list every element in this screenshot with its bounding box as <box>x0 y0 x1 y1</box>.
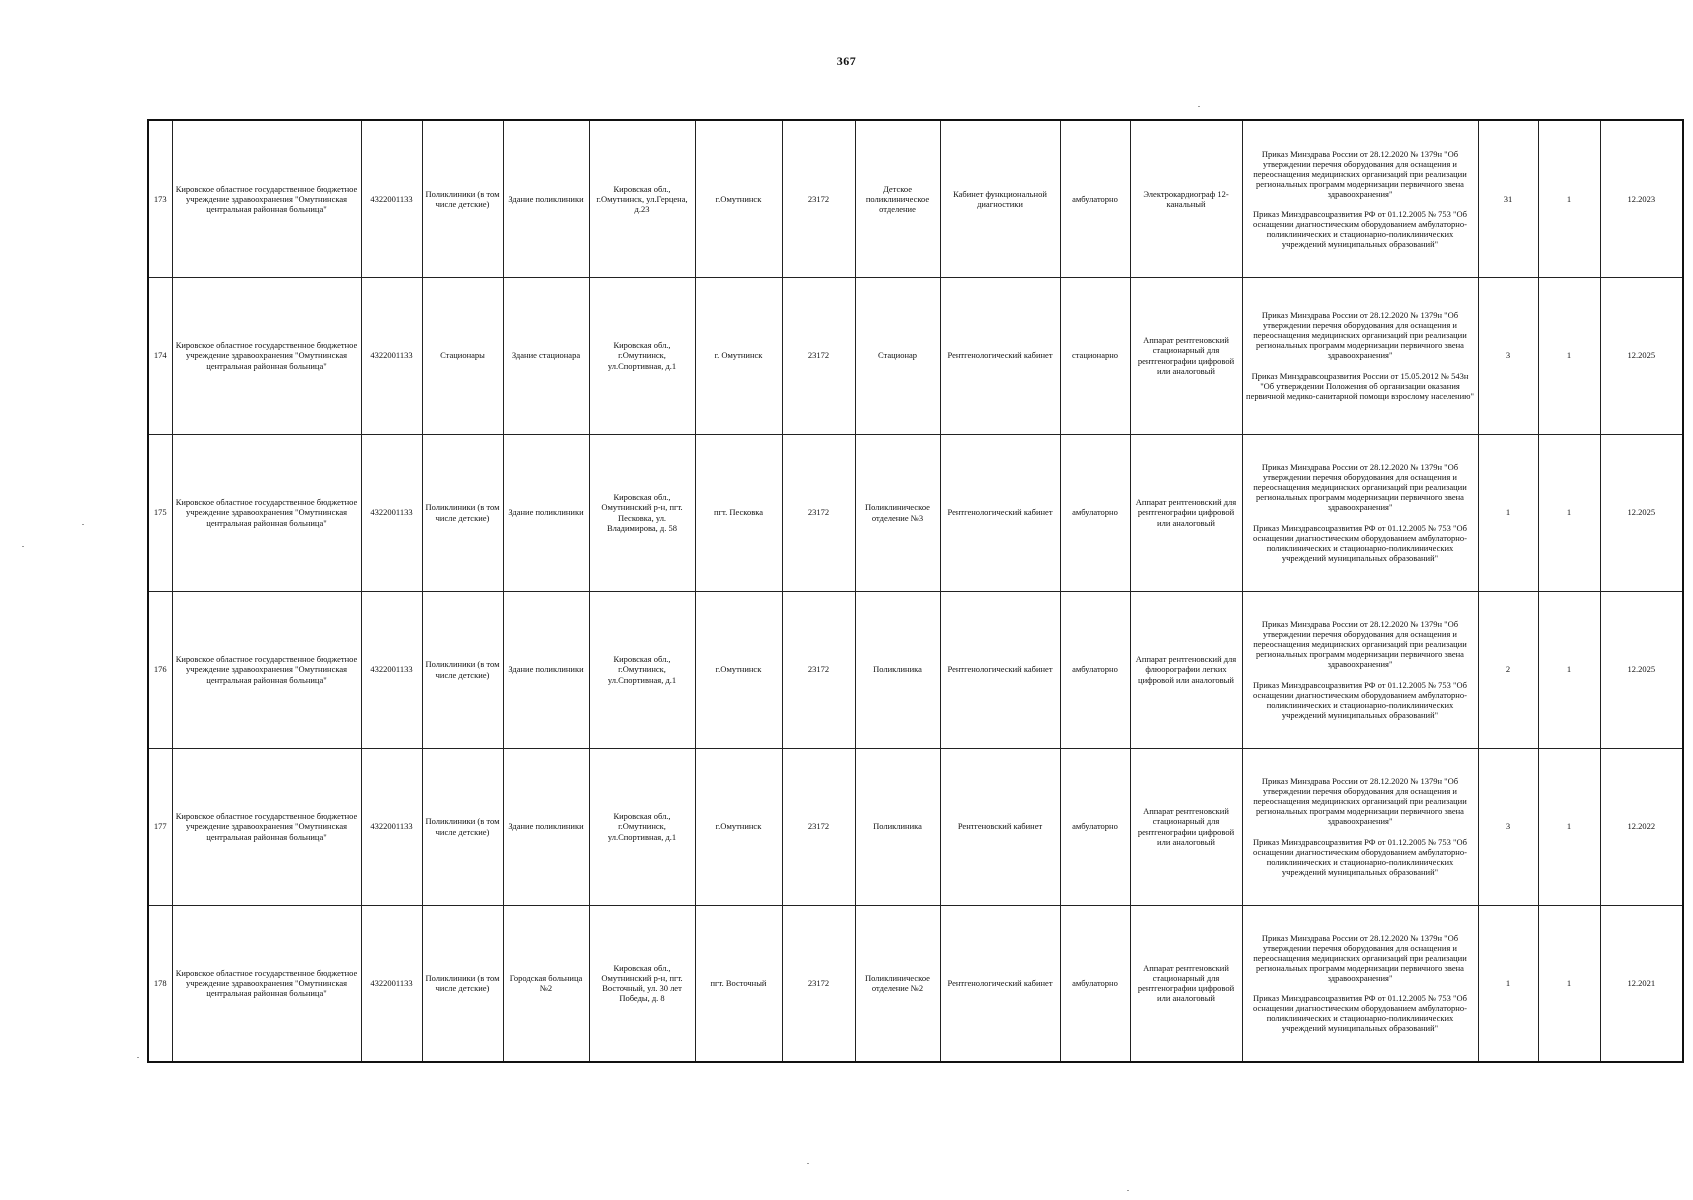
department: Поликлиника <box>855 748 940 905</box>
locality: г. Омутнинск <box>695 277 782 434</box>
organization-name: Кировское областное государственное бюджетное учреждение здравоохранения "Омутнинская центральная районная больница" <box>172 905 361 1062</box>
period: 12.2025 <box>1600 591 1683 748</box>
facility-type: Поликлиники (в том числе детские) <box>422 905 503 1062</box>
building: Городская больница №2 <box>503 905 589 1062</box>
facility-type: Поликлиники (в том числе детские) <box>422 434 503 591</box>
locality: пгт. Восточный <box>695 905 782 1062</box>
organization-name: Кировское областное государственное бюджетное учреждение здравоохранения "Омутнинская центральная районная больница" <box>172 434 361 591</box>
quantity-b: 1 <box>1538 277 1600 434</box>
organization-name: Кировское областное государственное бюджетное учреждение здравоохранения "Омутнинская центральная районная больница" <box>172 120 361 277</box>
code: 23172 <box>782 434 855 591</box>
legal-basis: Приказ Минздрава России от 28.12.2020 № 1379н "Об утверждении перечня оборудования для оснащения и переоснащения медицинских организаций при реализации региональных программ модернизации первичного звена здравоохранения" Приказ Минздравсоцразвития РФ от 01.12.2005 № 753 "Об оснащении диагностическим оборудованием амбулаторно-поликлинических и стационарно-поликлинических учреждений муниципальных образований" <box>1242 748 1478 905</box>
building: Здание стационара <box>503 277 589 434</box>
table-row <box>148 434 1683 591</box>
building: Здание поликлиники <box>503 591 589 748</box>
quantity-a: 3 <box>1478 277 1538 434</box>
equipment: Аппарат рентгеновский стационарный для рентгенографии цифровой или аналоговый <box>1130 277 1242 434</box>
quantity-b: 1 <box>1538 748 1600 905</box>
legal-basis: Приказ Минздрава России от 28.12.2020 № 1379н "Об утверждении перечня оборудования для оснащения и переоснащения медицинских организаций при реализации региональных программ модернизации первичного звена здравоохранения" Приказ Минздравсоцразвития РФ от 01.12.2005 № 753 "Об оснащении диагностическим оборудованием амбулаторно-поликлинических и стационарно-поликлинических учреждений муниципальных образований" <box>1242 591 1478 748</box>
inn: 4322001133 <box>361 748 422 905</box>
inn: 4322001133 <box>361 120 422 277</box>
table-row <box>148 748 1683 905</box>
room: Рентгенологический кабинет <box>940 277 1060 434</box>
code: 23172 <box>782 748 855 905</box>
locality: г.Омутнинск <box>695 591 782 748</box>
care-mode: амбулаторно <box>1060 905 1130 1062</box>
period: 12.2023 <box>1600 120 1683 277</box>
quantity-b: 1 <box>1538 905 1600 1062</box>
quantity-b: 1 <box>1538 120 1600 277</box>
room: Рентгенологический кабинет <box>940 434 1060 591</box>
care-mode: амбулаторно <box>1060 120 1130 277</box>
care-mode: амбулаторно <box>1060 434 1130 591</box>
room: Рентгеновский кабинет <box>940 748 1060 905</box>
department: Стационар <box>855 277 940 434</box>
department: Детское поликлиническое отделение <box>855 120 940 277</box>
period: 12.2021 <box>1600 905 1683 1062</box>
building: Здание поликлиники <box>503 120 589 277</box>
inn: 4322001133 <box>361 434 422 591</box>
code: 23172 <box>782 277 855 434</box>
equipment: Аппарат рентгеновский для рентгенографии цифровой или аналоговый <box>1130 434 1242 591</box>
table-row <box>148 120 1683 277</box>
scan-artifact <box>82 524 84 525</box>
organization-name: Кировское областное государственное бюджетное учреждение здравоохранения "Омутнинская центральная районная больница" <box>172 277 361 434</box>
table-row <box>148 905 1683 1062</box>
legal-basis: Приказ Минздрава России от 28.12.2020 № 1379н "Об утверждении перечня оборудования для оснащения и переоснащения медицинских организаций при реализации региональных программ модернизации первичного звена здравоохранения" Приказ Минздравсоцразвития РФ от 01.12.2005 № 753 "Об оснащении диагностическим оборудованием амбулаторно-поликлинических и стационарно-поликлинических учреждений муниципальных образований" <box>1242 120 1478 277</box>
care-mode: амбулаторно <box>1060 591 1130 748</box>
period: 12.2025 <box>1600 277 1683 434</box>
scan-artifact <box>22 546 24 547</box>
inn: 4322001133 <box>361 591 422 748</box>
address: Кировская обл., г.Омутнинск, ул.Герцена, д.23 <box>589 120 695 277</box>
quantity-a: 2 <box>1478 591 1538 748</box>
quantity-b: 1 <box>1538 434 1600 591</box>
room: Рентгенологический кабинет <box>940 905 1060 1062</box>
care-mode: амбулаторно <box>1060 748 1130 905</box>
equipment: Аппарат рентгеновский стационарный для рентгенографии цифровой или аналоговый <box>1130 748 1242 905</box>
locality: г.Омутнинск <box>695 748 782 905</box>
equipment: Электрокардиограф 12-канальный <box>1130 120 1242 277</box>
facility-type: Стационары <box>422 277 503 434</box>
scan-artifact <box>137 1057 139 1058</box>
facility-type: Поликлиники (в том числе детские) <box>422 748 503 905</box>
address: Кировская обл., г.Омутнинск, ул.Спортивная, д.1 <box>589 591 695 748</box>
locality: пгт. Песковка <box>695 434 782 591</box>
row-number: 175 <box>148 434 172 591</box>
code: 23172 <box>782 591 855 748</box>
legal-basis: Приказ Минздрава России от 28.12.2020 № 1379н "Об утверждении перечня оборудования для оснащения и переоснащения медицинских организаций при реализации региональных программ модернизации первичного звена здравоохранения" Приказ Минздравсоцразвития России от 15.05.2012 № 543н "Об утверждении Положения об организации оказания первичной медико-санитарной помощи взрослому населению" <box>1242 277 1478 434</box>
department: Поликлиническое отделение №3 <box>855 434 940 591</box>
building: Здание поликлиники <box>503 434 589 591</box>
organization-name: Кировское областное государственное бюджетное учреждение здравоохранения "Омутнинская центральная районная больница" <box>172 748 361 905</box>
equipment-registry-table <box>147 119 1684 1063</box>
room: Кабинет функциональной диагностики <box>940 120 1060 277</box>
address: Кировская обл., Омутнинский р-н, пгт. Восточный, ул. 30 лет Победы, д. 8 <box>589 905 695 1062</box>
page-number: 367 <box>836 54 857 68</box>
department: Поликлиника <box>855 591 940 748</box>
facility-type: Поликлиники (в том числе детские) <box>422 591 503 748</box>
care-mode: стационарно <box>1060 277 1130 434</box>
code: 23172 <box>782 905 855 1062</box>
quantity-a: 31 <box>1478 120 1538 277</box>
quantity-b: 1 <box>1538 591 1600 748</box>
room: Рентгенологический кабинет <box>940 591 1060 748</box>
period: 12.2022 <box>1600 748 1683 905</box>
period: 12.2025 <box>1600 434 1683 591</box>
facility-type: Поликлиники (в том числе детские) <box>422 120 503 277</box>
locality: г.Омутнинск <box>695 120 782 277</box>
quantity-a: 1 <box>1478 905 1538 1062</box>
row-number: 178 <box>148 905 172 1062</box>
inn: 4322001133 <box>361 905 422 1062</box>
department: Поликлиническое отделение №2 <box>855 905 940 1062</box>
scan-artifact <box>1127 1190 1129 1191</box>
address: Кировская обл., г.Омутнинск, ул.Спортивная, д.1 <box>589 748 695 905</box>
equipment: Аппарат рентгеновский для флюорографии легких цифровой или аналоговый <box>1130 591 1242 748</box>
row-number: 177 <box>148 748 172 905</box>
scan-artifact <box>807 1163 809 1164</box>
row-number: 176 <box>148 591 172 748</box>
table-row <box>148 591 1683 748</box>
address: Кировская обл., г.Омутнинск, ул.Спортивная, д.1 <box>589 277 695 434</box>
inn: 4322001133 <box>361 277 422 434</box>
organization-name: Кировское областное государственное бюджетное учреждение здравоохранения "Омутнинская центральная районная больница" <box>172 591 361 748</box>
code: 23172 <box>782 120 855 277</box>
quantity-a: 3 <box>1478 748 1538 905</box>
address: Кировская обл., Омутнинский р-н, пгт. Песковка, ул. Владимирова, д. 58 <box>589 434 695 591</box>
legal-basis: Приказ Минздрава России от 28.12.2020 № 1379н "Об утверждении перечня оборудования для оснащения и переоснащения медицинских организаций при реализации региональных программ модернизации первичного звена здравоохранения" Приказ Минздравсоцразвития РФ от 01.12.2005 № 753 "Об оснащении диагностическим оборудованием амбулаторно-поликлинических и стационарно-поликлинических учреждений муниципальных образований" <box>1242 905 1478 1062</box>
building: Здание поликлиники <box>503 748 589 905</box>
legal-basis: Приказ Минздрава России от 28.12.2020 № 1379н "Об утверждении перечня оборудования для оснащения и переоснащения медицинских организаций при реализации региональных программ модернизации первичного звена здравоохранения" Приказ Минздравсоцразвития РФ от 01.12.2005 № 753 "Об оснащении диагностическим оборудованием амбулаторно-поликлинических и стационарно-поликлинических учреждений муниципальных образований" <box>1242 434 1478 591</box>
row-number: 174 <box>148 277 172 434</box>
scan-artifact <box>1198 106 1200 107</box>
quantity-a: 1 <box>1478 434 1538 591</box>
equipment: Аппарат рентгеновский стационарный для рентгенографии цифровой или аналоговый <box>1130 905 1242 1062</box>
table-row <box>148 277 1683 434</box>
row-number: 173 <box>148 120 172 277</box>
